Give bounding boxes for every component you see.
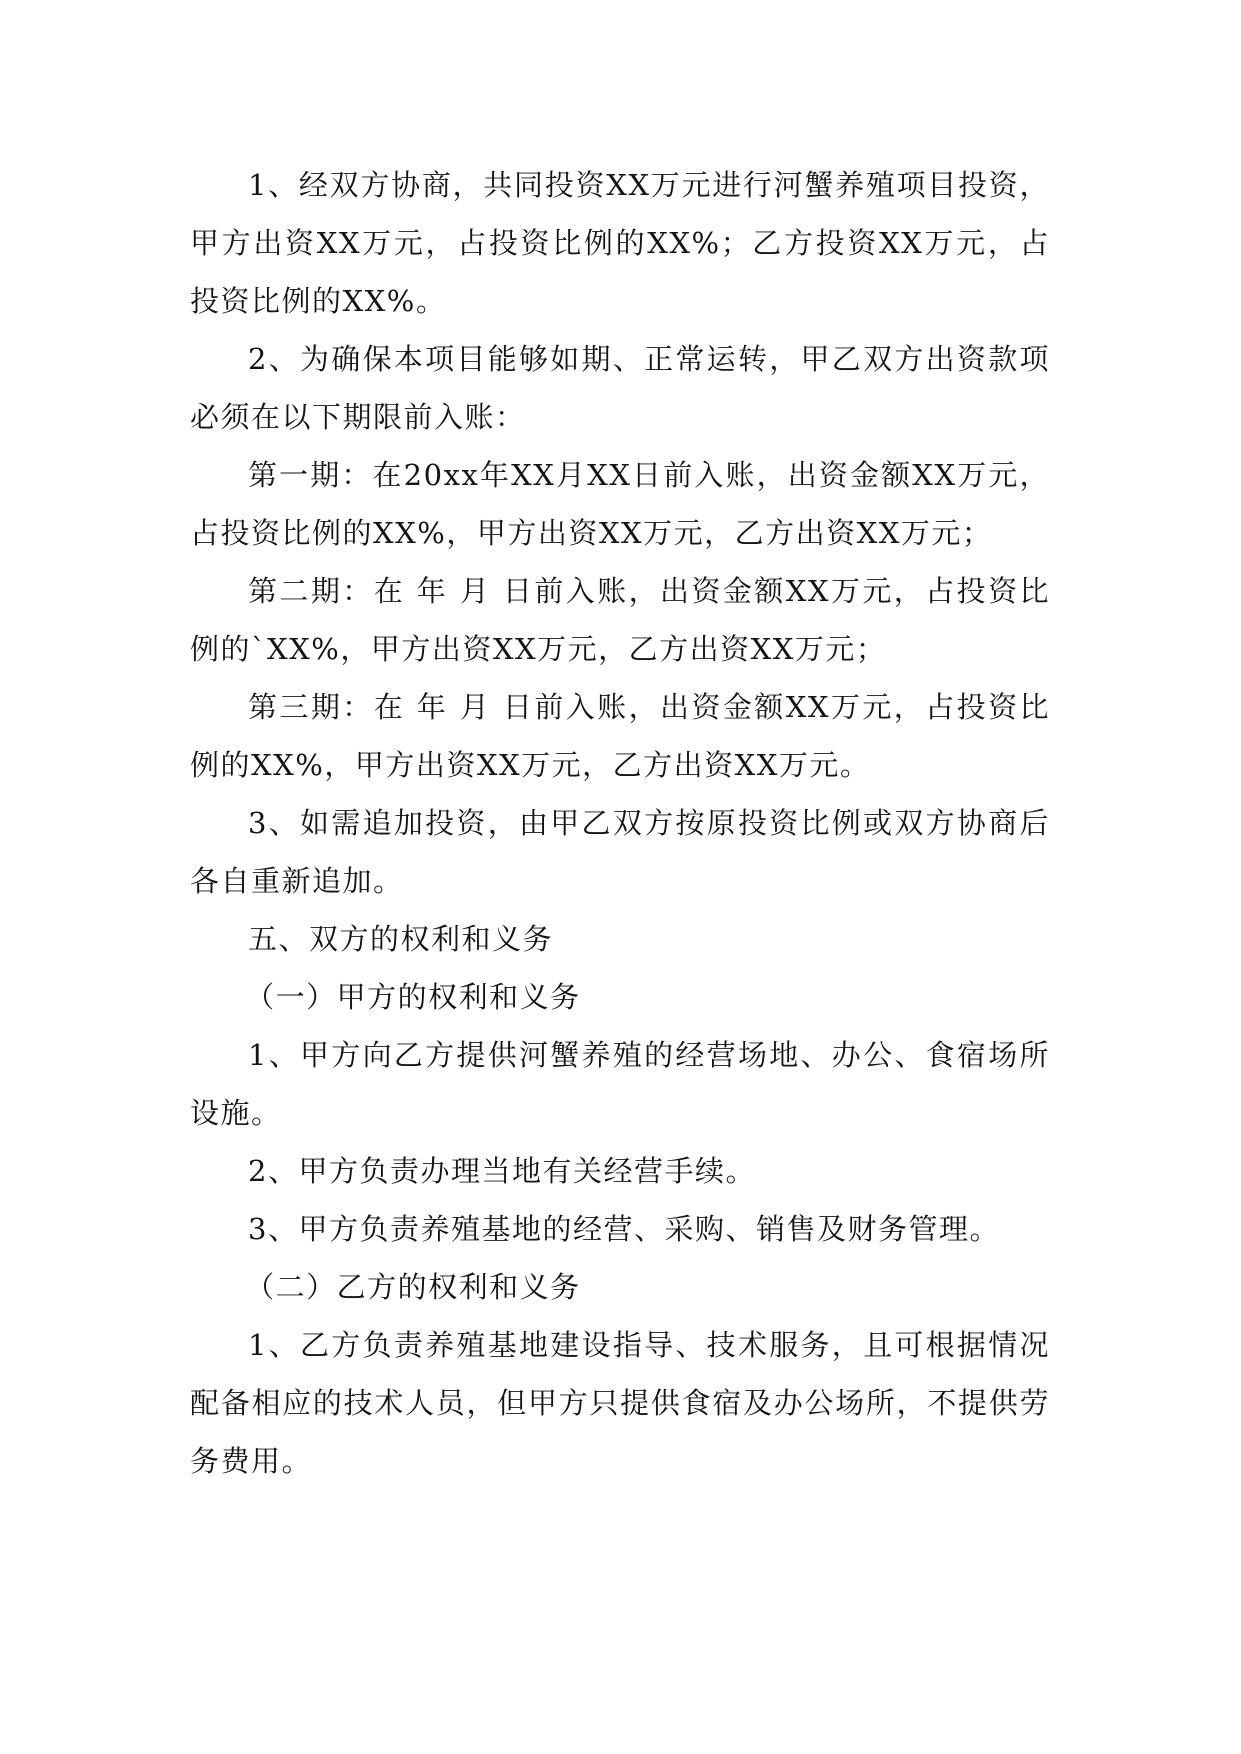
paragraph-additional-investment: 3、如需追加投资，由甲乙双方按原投资比例或双方协商后各自重新追加。 [190,806,1050,898]
paragraph-phase-three: 第三期：在 年 月 日前入账，出资金额XX万元，占投资比例的XX%，甲方出资XX万元，乙方出资XX万元。 [190,690,1050,782]
section-heading-rights-obligations: 五、双方的权利和义务 [248,922,554,956]
paragraph-party-b-item-1: 1、乙方负责养殖基地建设指导、技术服务，且可根据情况配备相应的技术人员，但甲方只提供食宿及办公场所，不提供劳务费用。 [190,1328,1050,1478]
paragraph-party-a-item-3: 3、甲方负责养殖基地的经营、采购、销售及财务管理。 [248,1212,1000,1246]
paragraph-party-a-item-2: 2、甲方负责办理当地有关经营手续。 [248,1154,756,1188]
document-page [190,156,1050,1490]
paragraph-phase-one: 第一期：在20xx年XX月XX日前入账，出资金额XX万元，占投资比例的XX%，甲方出资XX万元，乙方出资XX万元； [190,458,1050,550]
subsection-heading-party-a: （一）甲方的权利和义务 [245,980,581,1014]
paragraph-phase-two: 第二期：在 年 月 日前入账，出资金额XX万元，占投资比例的`XX%，甲方出资XX万元，乙方出资XX万元； [190,574,1050,666]
paragraph-payment-deadline: 2、为确保本项目能够如期、正常运转，甲乙双方出资款项必须在以下期限前入账： [190,342,1050,434]
subsection-heading-party-b: （二）乙方的权利和义务 [245,1270,581,1304]
paragraph-party-a-item-1: 1、甲方向乙方提供河蟹养殖的经营场地、办公、食宿场所设施。 [190,1038,1050,1130]
paragraph-investment-amount: 1、经双方协商，共同投资XX万元进行河蟹养殖项目投资，甲方出资XX万元，占投资比例的XX%；乙方投资XX万元，占投资比例的XX%。 [190,168,1050,318]
